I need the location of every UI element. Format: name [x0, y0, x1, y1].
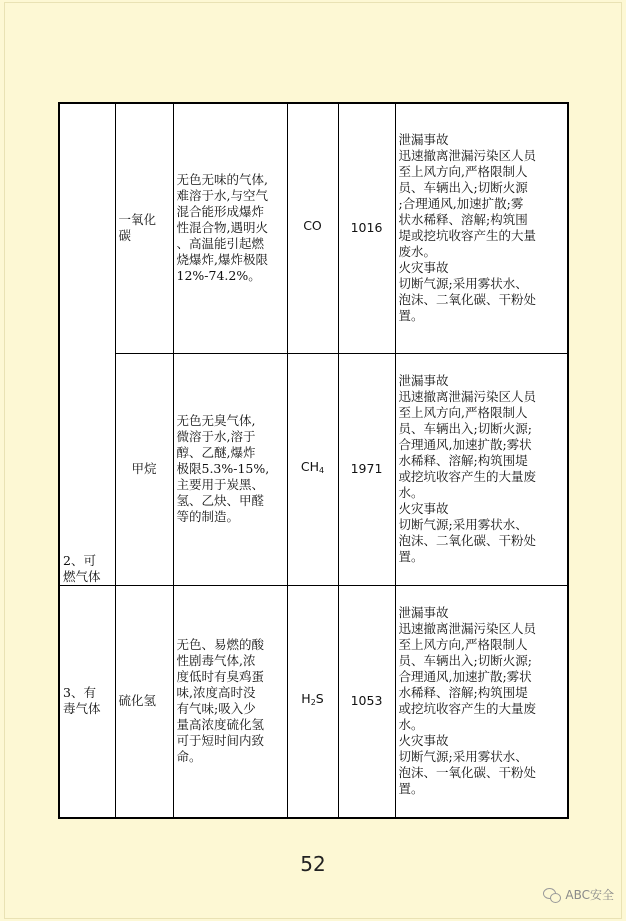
watermark [543, 886, 614, 903]
text-line: 2、可 [63, 552, 96, 568]
description-cell [173, 585, 287, 818]
text-line: 迅速撤离泄漏污染区人员 [398, 621, 537, 637]
text-line: 3、有 [63, 685, 96, 701]
text-line: 泄漏事故 [398, 373, 449, 388]
table-row [59, 585, 568, 818]
formula-sub: 2 [310, 698, 316, 708]
text-line: 员、车辆出入;切断火源; [398, 421, 532, 436]
text-line: 置。 [398, 308, 424, 324]
text-line: 废水。 [398, 244, 437, 260]
text-line: 无色无味的气体, [176, 172, 268, 188]
text-line: 火灾事故 [398, 733, 449, 749]
name-cell [115, 585, 173, 818]
text-line: 碳 [118, 228, 132, 244]
page-number: 52 [300, 852, 326, 876]
text-line: 迅速撤离泄漏污染区人员 [398, 389, 537, 404]
un-number-cell: 1971 [338, 353, 395, 585]
formula-cell [287, 585, 338, 818]
text-line: 混合能形成爆炸 [176, 204, 265, 220]
un-number-cell: 1016 [338, 103, 395, 353]
wechat-icon [543, 888, 561, 902]
category-cell-flammable [59, 103, 115, 585]
text-line: 合理通风,加速扩散;雾状 [398, 437, 532, 452]
table-row [59, 103, 568, 353]
text-line: 醇、乙醚,爆炸 [176, 445, 256, 460]
formula-tail: S [315, 691, 324, 707]
formula-main: H [301, 691, 311, 707]
chemical-table [58, 102, 569, 819]
text-line: 员、车辆出入;切断火源; [398, 653, 532, 669]
text-line: 泄漏事故 [398, 605, 449, 621]
text-line: 合理通风,加速扩散;雾状 [398, 669, 532, 685]
text-line: 甲烷 [131, 461, 157, 476]
text-line: 无色无臭气体, [176, 413, 256, 428]
watermark-text: ABC安全 [565, 888, 614, 902]
text-line: 有气味;吸入少 [176, 701, 256, 717]
text-line: 置。 [398, 781, 424, 797]
text-line: 至上风方向,严格限制人 [398, 164, 528, 180]
text-line: 或挖坑收容产生的大量废 [398, 469, 537, 484]
text-line: 火灾事故 [398, 501, 449, 516]
text-line: 泡沫、一氧化碳、干粉处 [398, 765, 537, 781]
text-line: 、高温能引起燃 [176, 236, 265, 252]
text-line: 硫化氢 [118, 693, 157, 709]
text-line: 微溶于水,溶于 [176, 429, 256, 444]
text-line: ;合理通风,加速扩散;雾 [398, 196, 524, 212]
text-line: 量高浓度硫化氢 [176, 717, 265, 733]
measures-cell [395, 103, 568, 353]
text-line: 度低时有臭鸡蛋 [176, 669, 265, 685]
text-line: 水。 [398, 485, 424, 500]
text-line: 水。 [398, 717, 424, 733]
table-row [59, 353, 568, 585]
text-line: 极限5.3%-15%, [176, 461, 270, 476]
text-line: 味,浓度高时没 [176, 685, 256, 701]
text-line: 员、车辆出入;切断火源 [398, 180, 528, 196]
text-line: 一氧化 [118, 212, 157, 228]
text-line: 水稀释、溶解;构筑围堤 [398, 685, 528, 701]
un-number-cell: 1053 [338, 585, 395, 818]
formula-cell [287, 103, 338, 353]
text-line: 难溶于水,与空气 [176, 188, 268, 204]
text-line: 泡沫、二氧化碳、干粉处 [398, 533, 537, 548]
category-cell-toxic [59, 585, 115, 818]
text-line: 迅速撤离泄漏污染区人员 [398, 148, 537, 164]
text-line: 泡沫、二氧化碳、干粉处 [398, 292, 537, 308]
formula-cell [287, 353, 338, 585]
text-line: 状水稀释、溶解;构筑围 [398, 212, 528, 228]
text-line: 主要用于炭黑、 [176, 477, 265, 492]
text-line: 或挖坑收容产生的大量废 [398, 701, 537, 717]
formula-main: CO [303, 218, 322, 234]
text-line: 可于短时间内致 [176, 733, 265, 749]
text-line: 12%-74.2%。 [176, 268, 261, 284]
text-line: 切断气源;采用雾状水、 [398, 749, 528, 765]
text-line: 置。 [398, 549, 424, 564]
text-line: 等的制造。 [176, 509, 240, 524]
text-line: 无色、易燃的酸 [176, 637, 265, 653]
measures-cell [395, 585, 568, 818]
text-line: 毒气体 [63, 701, 101, 717]
text-line: 火灾事故 [398, 260, 449, 276]
description-cell [173, 353, 287, 585]
text-line: 至上风方向,严格限制人 [398, 405, 528, 420]
text-line: 性混合物,遇明火 [176, 220, 268, 236]
text-line: 至上风方向,严格限制人 [398, 637, 528, 653]
text-line: 泄漏事故 [398, 132, 449, 148]
text-line: 切断气源;采用雾状水、 [398, 517, 528, 532]
text-line: 堤或挖坑收容产生的大量 [398, 228, 537, 244]
text-line: 命。 [176, 749, 202, 765]
text-line: 水稀释、溶解;构筑围堤 [398, 453, 528, 468]
formula-sub: 4 [319, 466, 325, 475]
name-cell [115, 353, 173, 585]
text-line: 烧爆炸,爆炸极限 [176, 252, 268, 268]
text-line: 氢、乙炔、甲醛 [176, 493, 265, 508]
measures-cell [395, 353, 568, 585]
text-line: 燃气体 [63, 568, 101, 584]
text-line: 切断气源;采用雾状水、 [398, 276, 528, 292]
formula-main: CH [300, 459, 320, 474]
description-cell [173, 103, 287, 353]
text-line: 性剧毒气体,浓 [176, 653, 256, 669]
name-cell [115, 103, 173, 353]
